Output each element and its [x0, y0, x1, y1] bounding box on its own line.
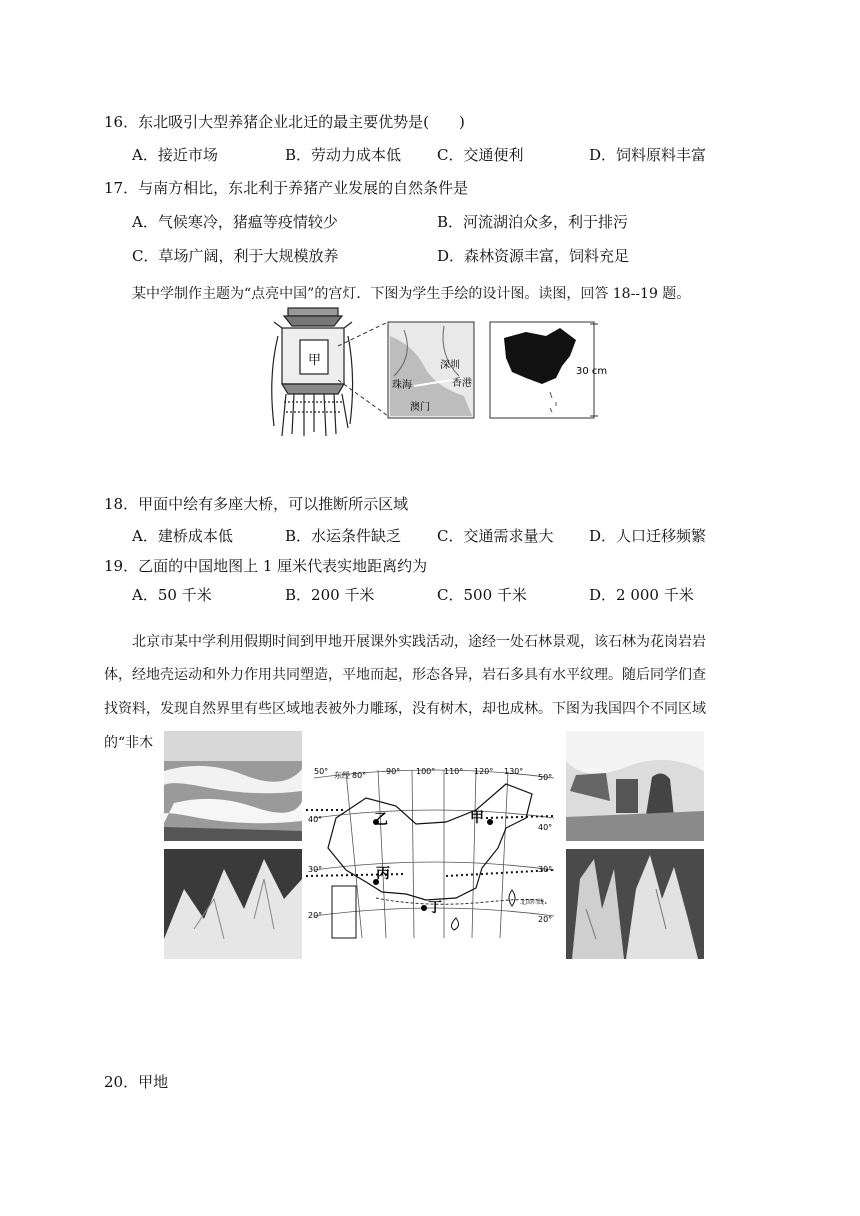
q17-option-d: D．森林资源丰富，饲料充足 — [437, 247, 630, 265]
tropic-label: 北回归线 — [520, 899, 545, 906]
lantern-figure — [264, 306, 608, 442]
lantern-panel-label: 甲 — [308, 353, 322, 368]
photo-earth-forest — [164, 849, 302, 959]
question-18-stem: 18．甲面中绘有多座大桥，可以推断所示区域 — [104, 495, 409, 513]
svg-text:130°: 130° — [504, 767, 524, 776]
q16-option-c: C．交通便利 — [437, 146, 524, 164]
svg-text:20°: 20° — [308, 911, 323, 920]
svg-text:100°: 100° — [416, 767, 436, 776]
lantern-drawing — [264, 306, 608, 442]
question-17-stem: 17．与南方相比，东北利于养猪产业发展的自然条件是 — [104, 179, 469, 197]
q18-option-b: B．水运条件缺乏 — [285, 527, 402, 545]
svg-text:90°: 90° — [386, 767, 401, 776]
scale-30cm: 30 cm — [576, 366, 608, 377]
place-yi: 乙 — [374, 812, 388, 828]
passage-line-4: 的“非木 — [104, 735, 154, 751]
label-hongkong: 香港 — [452, 378, 472, 389]
intro-18-19: 某中学制作主题为“点亮中国”的宫灯．下图为学生手绘的设计图。读图，回答 18--19 题。 — [132, 286, 691, 302]
question-20-stem: 20．甲地 — [104, 1073, 169, 1091]
question-16-stem: 16．东北吸引大型养猪企业北迁的最主要优势是( ) — [104, 113, 465, 131]
svg-text:110°: 110° — [444, 767, 464, 776]
place-jia: 甲 — [470, 810, 484, 826]
label-macau: 澳门 — [410, 402, 430, 413]
q16-option-a: A．接近市场 — [132, 146, 218, 164]
svg-text:120°: 120° — [474, 767, 494, 776]
photo-yardang-landform — [164, 731, 302, 841]
svg-text:40°: 40° — [538, 823, 553, 832]
svg-text:50°: 50° — [538, 773, 553, 782]
q19-option-d: D．2 000 千米 — [589, 586, 694, 604]
svg-text:20°: 20° — [538, 915, 553, 924]
place-ding: 丁 — [428, 900, 442, 916]
lantern-icon — [272, 308, 353, 436]
svg-text:30°: 30° — [308, 865, 323, 874]
svg-text:50°: 50° — [314, 767, 329, 776]
q19-option-b: B．200 千米 — [285, 586, 375, 604]
q18-option-c: C．交通需求量大 — [437, 527, 554, 545]
svg-text:30°: 30° — [538, 865, 553, 874]
svg-text:80°: 80° — [352, 771, 367, 780]
q18-option-d: D．人口迁移频繁 — [589, 527, 707, 545]
svg-text:40°: 40° — [308, 815, 323, 824]
q17-option-b: B．河流湖泊众多，利于排污 — [437, 213, 629, 231]
passage-line-1: 北京市某中学利用假期时间到甲地开展课外实践活动，途经一处石林景观，该石林为花岗岩岩 — [132, 634, 706, 650]
q16-option-b: B．劳动力成本低 — [285, 146, 402, 164]
label-shenzhen: 深圳 — [440, 360, 460, 371]
q17-option-c: C．草场广阔，利于大规模放养 — [132, 247, 339, 265]
china-region-map — [306, 758, 562, 942]
place-bing: 丙 — [376, 866, 390, 882]
q19-option-a: A．50 千米 — [132, 586, 212, 604]
lon-prefix: 东经 — [334, 771, 350, 780]
q17-option-a: A．气候寒冷，猪瘟等疫情较少 — [132, 213, 338, 231]
q16-option-d: D．饲料原料丰富 — [589, 146, 707, 164]
q18-option-a: A．建桥成本低 — [132, 527, 233, 545]
label-zhuhai: 珠海 — [392, 380, 412, 391]
photo-karst-stone-forest — [566, 849, 704, 959]
passage-line-3: 找资料，发现自然界里有些区域地表被外力雕琢，没有树木，却也成林。下图为我国四个不同区域 — [104, 701, 706, 717]
question-19-stem: 19．乙面的中国地图上 1 厘米代表实地距离约为 — [104, 557, 428, 575]
passage-line-2: 体，经地壳运动和外力作用共同塑造，平地而起，形态各异，岩石多具有水平纹理。随后同学们查 — [104, 667, 706, 683]
photo-granite-forest — [566, 731, 704, 841]
q19-option-c: C．500 千米 — [437, 586, 527, 604]
